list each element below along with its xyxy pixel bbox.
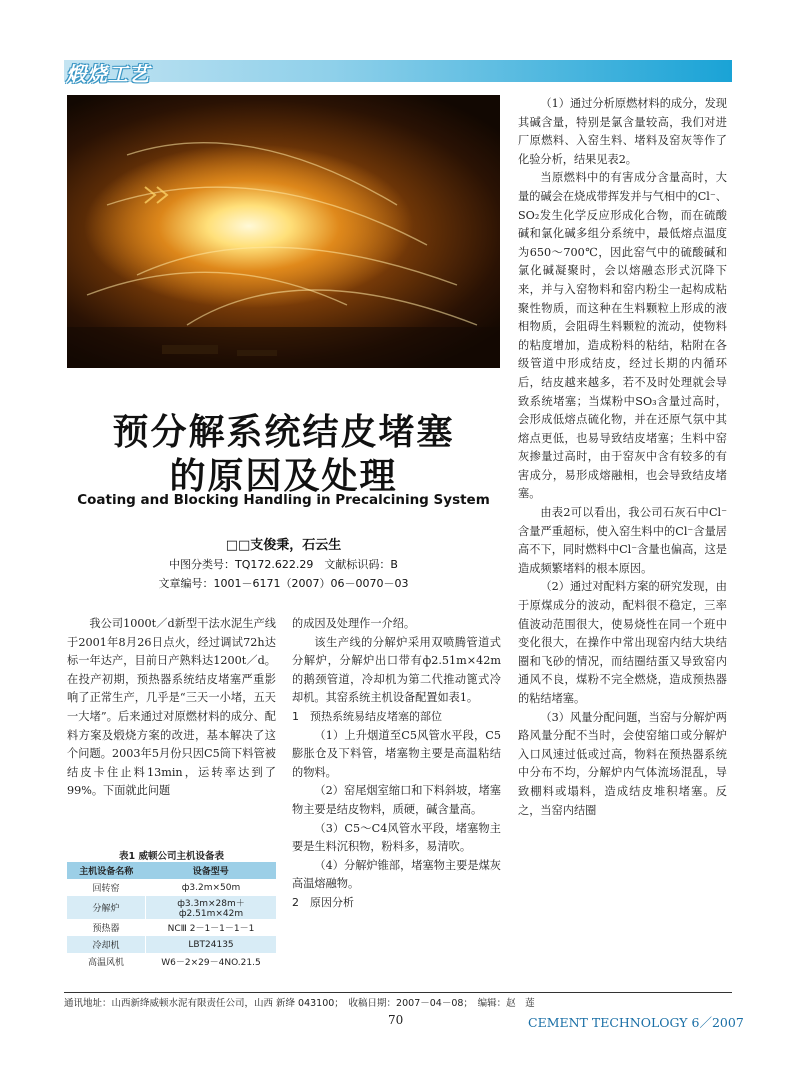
table-cell: W6－2×29－4NO.21.5	[161, 958, 261, 968]
paragraph: 该生产线的分解炉采用双喷腾管道式分解炉，分解炉出口带有ф2.51m×42m的鹅颈管道，冷却机为第二代推动篦式冷却机。其窑系统主机设备配置如表1。	[292, 635, 501, 705]
table-cell: 回转窑	[67, 879, 146, 896]
table-cell: NCⅢ 2－1－1－1－1	[167, 924, 255, 934]
table-row	[67, 879, 276, 896]
table-cell: 冷却机	[67, 936, 146, 953]
table-row	[67, 953, 276, 970]
paragraph: 我公司1000t／d新型干法水泥生产线于2001年8月26日点火，经过调试72h达标一年达产，目前日产熟料达1200t／d。在投产初期，预热器系统结皮堵塞严重影响了正常生产，几乎是“三天一小堵，五天一大堵”。后来通过对原燃材料的成分、配料方案及煅烧方案的改进，基本解决了这个问题。2003年5月份只因C5筒下料管被结皮卡住止料13min，运转率达到了99%。下面就此问题	[67, 617, 276, 798]
paragraph: 的成因及处理作一介绍。	[292, 617, 416, 630]
table-cell: 高温风机	[67, 953, 146, 970]
article-title-english: Coating and Blocking Handling in Precalcining System	[77, 492, 490, 508]
paragraph: （3）风量分配问题，当窑与分解炉两路风量分配不当时，会使窑缩口或分解炉入口风速过低或过高，物料在预热器系统中分布不均，分解炉内气体流场混乱，导致棚料或塌料，造成结皮堆积堵塞。反之，当窑内结圈	[518, 710, 727, 817]
table-caption: 表1 威顿公司主机设备表	[119, 851, 224, 862]
section-header-bar	[64, 60, 732, 82]
section-heading: 2 原因分析	[292, 895, 354, 909]
authors: □□支俊秉，石云生	[225, 538, 342, 553]
body-column-1	[67, 615, 276, 801]
body-column-3	[518, 95, 727, 820]
table-cell: LBT24135	[146, 936, 277, 953]
section-title: 煅烧工艺	[66, 62, 150, 86]
article-number: 文章编号：1001－6171（2007）06－0070－03	[158, 577, 409, 590]
paragraph: （2）通过对配料方案的研究发现，由于原煤成分的波动，配料很不稳定，三率值波动范围很大，使易烧性在同一个班中变化很大，在操作中常出现窑内结大块结圈和飞砂的情况，而结圈结蛋又导致窑内通风不良，煤粉不完全燃烧，造成预热器的粘结堵塞。	[518, 580, 727, 705]
table-cell: 预热器	[67, 919, 146, 936]
cover-image	[67, 95, 500, 368]
section-heading: 1 预热系统易结皮堵塞的部位	[292, 709, 442, 723]
equipment-table	[67, 862, 276, 970]
paragraph: 当原燃料中的有害成分含量高时，大量的碱会在烧成带挥发并与气相中的Cl⁻、SO₂发生化学反应形成化合物，而在硫酸碱和氯化碱多组分系统中，最低熔点温度为650～700℃，因此窑气中的硫酸碱和氯化碱凝聚时，会以熔融态形式沉降下来，并与入窑物料和窑内粉尘一起构成粘聚性物质，而这种在生料颗粒上形成的液相物质，会阻碍生料颗粒的流动，使物料的粘度增加，造成粉料的粘结，粘附在各级管道中形成结皮，经过长期的内循环后，结皮越来越多，若不及时处理就会导致系统堵塞；当煤粉中SO₃含量过高时，会形成低熔点硫化物，并在还原气氛中其熔点更低，也易导致结皮堵塞；生料中窑灰掺量过高时，由于窑灰中含有较多的有害成分，易形成熔融相，也会导致结皮堵塞。	[518, 171, 727, 501]
table-header-row	[67, 862, 276, 879]
journal-name: CEMENT TECHNOLOGY 6／2007	[528, 1015, 744, 1030]
footer-note: 通讯地址：山西新绛威顿水泥有限责任公司，山西 新绛 043100； 收稿日期：2007－04－08； 编辑：赵 莲	[64, 998, 535, 1009]
table-row	[67, 936, 276, 953]
paragraph: （2）窑尾烟室缩口和下料斜坡，堵塞物主要是结皮物料，质硬，碱含量高。	[292, 784, 501, 816]
table-row	[67, 919, 276, 936]
paragraph: 由表2可以看出，我公司石灰石中Cl⁻含量严重超标，使入窑生料中的Cl⁻含量居高不下，同时燃料中Cl⁻含量也偏高，这是造成频繁堵料的根本原因。	[518, 506, 727, 575]
footer-divider	[64, 992, 732, 993]
table-cell: ф3.2m×50m	[181, 882, 241, 893]
table-header-cell: 主机设备名称	[67, 862, 146, 879]
table-header-cell: 设备型号	[146, 862, 277, 879]
table-cell: 分解炉	[67, 896, 146, 919]
fire-glow-illustration	[67, 95, 500, 368]
body-column-2	[292, 615, 501, 913]
paragraph: （4）分解炉锥部，堵塞物主要是煤灰高温熔融物。	[292, 858, 501, 891]
table-row	[67, 896, 276, 919]
classification-code: 中图分类号：TQ172.622.29 文献标识码：B	[169, 558, 398, 571]
article-title-line-1: 预分解系统结皮堵塞	[112, 412, 455, 453]
paragraph: （1）通过分析原燃材料的成分，发现其碱含量，特别是氯含量较高，我们对进厂原燃料、入窑生料、堵料及窑灰等作了化验分析，结果见表2。	[518, 97, 727, 166]
page-number: 70	[388, 1013, 404, 1027]
article-title-line-2: 的原因及处理	[169, 456, 398, 497]
table-cell: ф3.3m×28m＋ф2.51m×42m	[146, 896, 277, 919]
paragraph: （1）上升烟道至C5风管水平段，C5膨胀仓及下料管，堵塞物主要是高温粘结的物料。	[292, 728, 501, 779]
paragraph: （3）C5～C4风管水平段，堵塞物主要是生料沉积物，粉料多，易清吹。	[292, 821, 501, 854]
